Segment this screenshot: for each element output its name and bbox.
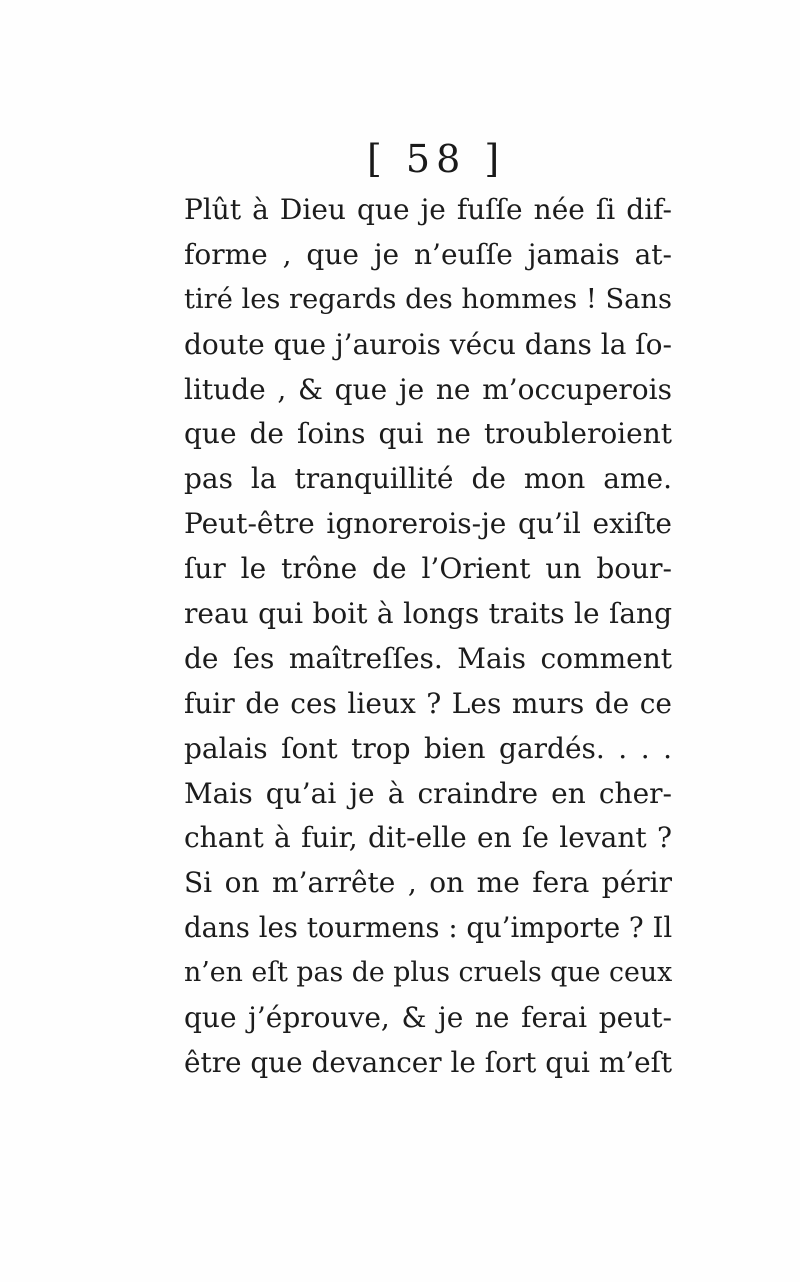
text-line: palais ſont trop bien gardés. . . . (184, 731, 672, 765)
text-line: être que devancer le ſort qui m’eſt (184, 1045, 673, 1079)
text-line: reau qui boit à longs traits le ſang (184, 597, 672, 631)
text-line: forme , que je n’euſſe jamais at- (184, 237, 672, 271)
text-line: pas la tranquillité de mon ame. (184, 462, 672, 496)
body-text (184, 188, 672, 1086)
text-line: Mais qu’ai je à craindre en cher- (184, 776, 672, 810)
text-line: tiré les regards des hommes ! Sans (184, 283, 672, 315)
text-line: chant à fuir, dit-elle en ſe levant ? (184, 821, 672, 855)
text-line: n’en eſt pas de plus cruels que ceux (184, 957, 673, 989)
text-line: que j’éprouve, & je ne ferai peut- (184, 1001, 672, 1035)
text-line: de ſes maîtreſſes. Mais comment (184, 641, 672, 675)
text-line: Si on m’arrête , on me fera périr (184, 866, 672, 900)
text-line: litude , & que je ne m’occuperois (184, 372, 672, 406)
text-line: dans les tourmens : qu’importe ? Il (184, 912, 673, 945)
text-line: fuir de ces lieux ? Les murs de ce (184, 686, 672, 720)
text-line: que de ſoins qui ne troubleroient (184, 417, 672, 451)
text-line: Plût à Dieu que je fuſſe née ſi dif- (184, 193, 672, 226)
text-line: ſur le trône de l’Orient un bour- (184, 552, 672, 586)
text-line: doute que j’aurois vécu dans la ſo- (184, 327, 672, 361)
page-number: [ 58 ] (367, 137, 506, 181)
text-line: Peut-être ignorerois-je qu’il exiſte (184, 507, 672, 541)
